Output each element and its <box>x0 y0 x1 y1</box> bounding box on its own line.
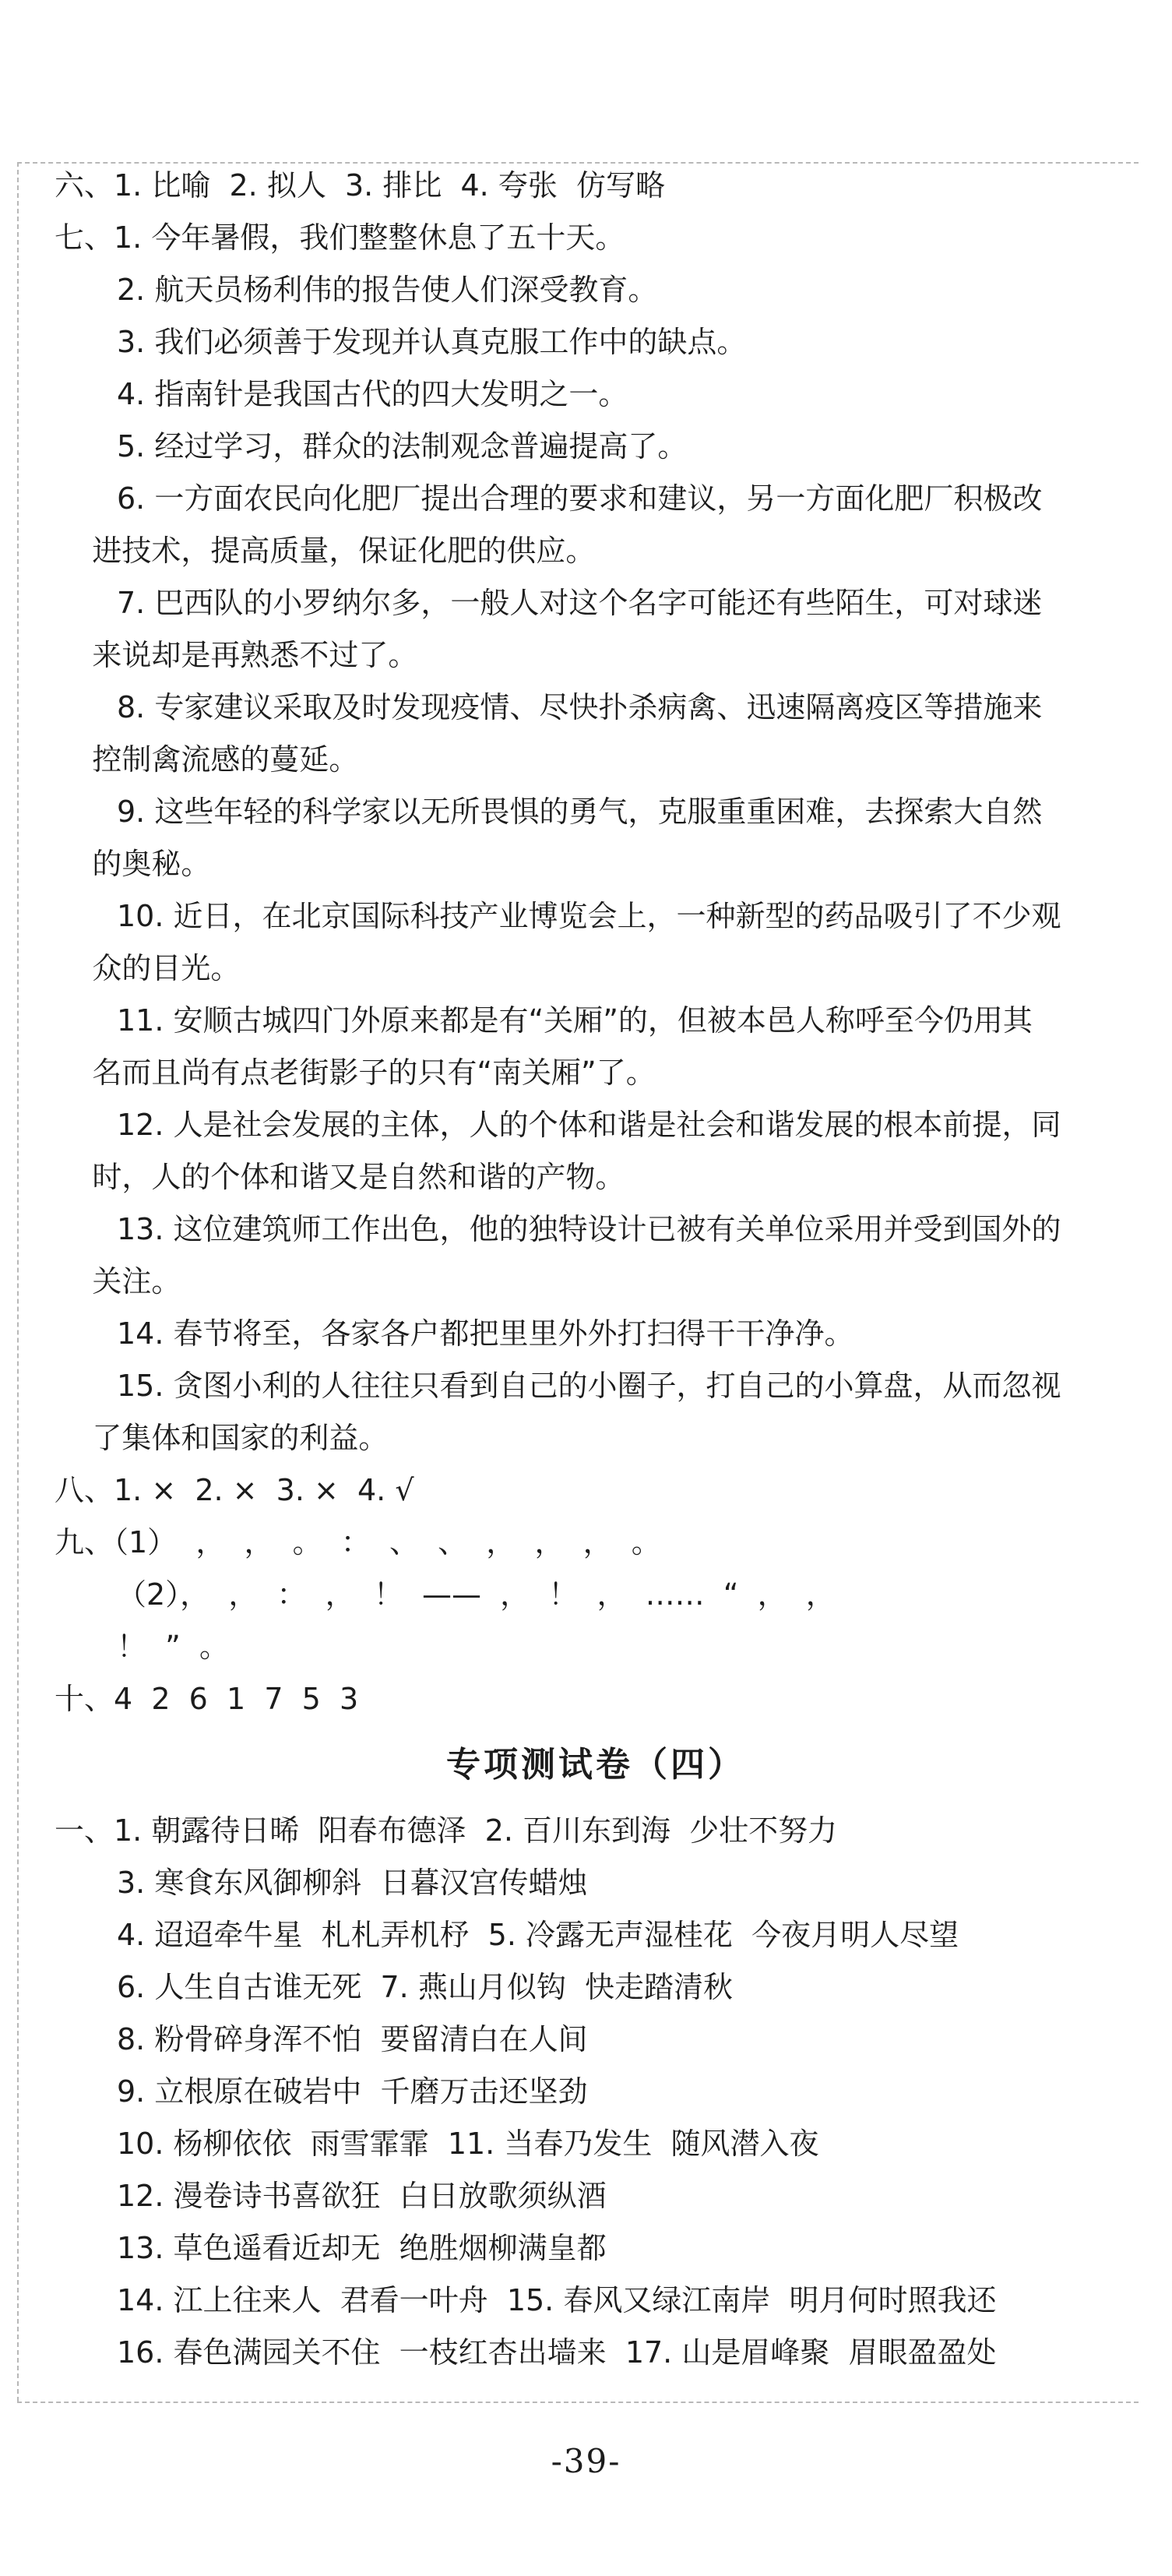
answer-line: 六、1. 比喻 2. 拟人 3. 排比 4. 夸张 仿写略 <box>55 168 665 203</box>
answer-line: 控制禽流感的蔓延。 <box>55 742 359 777</box>
bottom-dashed-rule <box>17 2402 1139 2403</box>
answer-line: ！ ” 。 <box>117 1630 230 1664</box>
answer-line: 15. 贪图小利的人往往只看到自己的小圈子，打自己的小算盘，从而忽视 <box>117 1369 1061 1403</box>
answer-content <box>55 160 1137 2379</box>
answer-line: 4. 迢迢牵牛星 札札弄机杼 5. 冷露无声湿桂花 今夜月明人尽望 <box>117 1918 959 1952</box>
answer-line: 6. 一方面农民向化肥厂提出合理的要求和建议，另一方面化肥厂积极改 <box>117 481 1043 516</box>
left-dashed-rule <box>17 162 19 2402</box>
answer-line: 名而且尚有点老街影子的只有“南关厢”了。 <box>55 1055 656 1090</box>
answer-line: 2. 航天员杨利伟的报告使人们深受教育。 <box>117 273 658 307</box>
answer-line: 9. 这些年轻的科学家以无所畏惧的勇气，克服重重困难，去探索大自然 <box>117 795 1043 829</box>
answer-line: 14. 江上往来人 君看一叶舟 15. 春风又绿江南岸 明月何时照我还 <box>117 2283 997 2317</box>
answer-line: 10. 杨柳依依 雨雪霏霏 11. 当春乃发生 随风潜入夜 <box>117 2127 819 2161</box>
answer-line: 4. 指南针是我国古代的四大发明之一。 <box>117 377 628 411</box>
answer-line: 八、1. × 2. × 3. × 4. √ <box>55 1473 414 1507</box>
answer-line: 进技术，提高质量，保证化肥的供应。 <box>55 534 596 568</box>
answer-line: 13. 草色遥看近却无 绝胜烟柳满皇都 <box>117 2231 607 2265</box>
answer-line: 12. 人是社会发展的主体，人的个体和谐是社会和谐发展的根本前提，同 <box>117 1108 1061 1142</box>
answer-line: 10. 近日，在北京国际科技产业博览会上，一种新型的药品吸引了不少观 <box>117 899 1061 933</box>
answer-line: 3. 我们必须善于发现并认真克服工作中的缺点。 <box>117 325 747 359</box>
answer-line: 众的目光。 <box>55 951 241 985</box>
answer-line: 6. 人生自古谁无死 7. 燕山月似钩 快走踏清秋 <box>117 1970 733 2004</box>
answer-line: 8. 专家建议采取及时发现疫情、尽快扑杀病禽、迅速隔离疫区等措施来 <box>117 690 1043 724</box>
answer-line: 9. 立根原在破岩中 千磨万击还坚劲 <box>117 2074 588 2109</box>
answer-line: 13. 这位建筑师工作出色，他的独特设计已被有关单位采用并受到国外的 <box>117 1212 1061 1246</box>
answers-block-test-four <box>55 1805 1137 2379</box>
answer-line: 关注。 <box>55 1264 181 1299</box>
answer-line: 5. 经过学习，群众的法制观念普遍提高了。 <box>117 429 688 463</box>
answer-line: 14. 春节将至，各家各户都把里里外外打扫得干干净净。 <box>117 1316 854 1351</box>
page-number: -39- <box>551 2442 621 2480</box>
answer-line: 来说却是再熟悉不过了。 <box>55 638 418 672</box>
answer-line: 的奥秘。 <box>55 847 211 881</box>
answer-line: 12. 漫卷诗书喜欲狂 白日放歌须纵酒 <box>117 2179 607 2213</box>
answer-line: （2）， ， ： ， ！ —— ， ！ ， …… “ ， ， <box>117 1577 836 1612</box>
answer-line: 九、（1） ， ， 。 ： 、 、 ， ， ， 。 <box>55 1525 661 1559</box>
answer-line: 了集体和国家的利益。 <box>55 1421 389 1455</box>
answer-line: 十、4 2 6 1 7 5 3 <box>55 1682 359 1716</box>
section-title: 专项测试卷（四） <box>446 1745 745 1785</box>
answer-line: 7. 巴西队的小罗纳尔多，一般人对这个名字可能还有些陌生，可对球迷 <box>117 586 1043 620</box>
answer-line: 一、1. 朝露待日晞 阳春布德泽 2. 百川东到海 少壮不努力 <box>55 1813 838 1848</box>
answers-block-previous <box>55 160 1137 1725</box>
answer-line: 七、1. 今年暑假，我们整整休息了五十天。 <box>55 220 625 255</box>
answer-line: 3. 寒食东风御柳斜 日暮汉宫传蜡烛 <box>117 1866 588 1900</box>
answer-line: 16. 春色满园关不住 一枝红杏出墙来 17. 山是眉峰聚 眉眼盈盈处 <box>117 2335 997 2370</box>
answer-line: 11. 安顺古城四门外原来都是有“关厢”的，但被本邑人称呼至今仍用其 <box>117 1003 1033 1038</box>
answer-line: 时，人的个体和谐又是自然和谐的产物。 <box>55 1160 625 1194</box>
answer-line: 8. 粉骨碎身浑不怕 要留清白在人间 <box>117 2022 588 2056</box>
